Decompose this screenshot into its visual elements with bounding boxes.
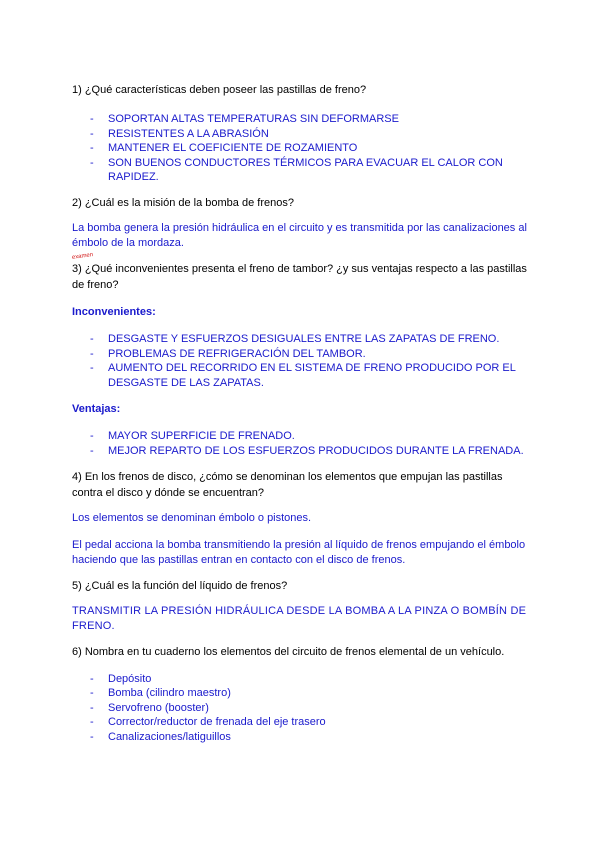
handwritten-note: examen — [71, 252, 94, 261]
list-item: - DESGASTE Y ESFUERZOS DESIGUALES ENTRE LAS ZAPATAS DE FRENO. — [90, 332, 500, 345]
list-item: - Depósito — [90, 672, 152, 685]
document-page — [72, 82, 532, 745]
list-item: - SOPORTAN ALTAS TEMPERATURAS SIN DEFORMARSE — [90, 113, 399, 125]
list-item: - MANTENER EL COEFICIENTE DE ROZAMIENTO — [90, 142, 358, 155]
q6-answer-list — [72, 672, 532, 745]
list-item: - RESISTENTES A LA ABRASIÓN — [90, 127, 269, 140]
inconvenientes-heading: Inconvenientes: — [72, 305, 156, 318]
q1-answer-list — [72, 112, 532, 185]
list-item: - SON BUENOS CONDUCTORES TÉRMICOS PARA EVACUAR EL CALOR CON RAPIDEZ. — [90, 156, 503, 184]
answer-4a: Los elementos se denominan émbolo o pistones. — [72, 511, 312, 524]
question-4: 4) En los frenos de disco, ¿cómo se denominan los elementos que empujan las pastillas contra el disco y dónde se encuentran? — [72, 470, 503, 499]
answer-4b: El pedal acciona la bomba transmitiendo la presión al líquido de frenos empujando el émbolo haciendo que las pastillas entran en contacto con el disco de frenos. — [72, 538, 526, 566]
answer-2: La bomba genera la presión hidráulica en el circuito y es transmitida por las canalizaciones al émbolo de la mordaza. — [72, 221, 527, 249]
list-item: - MAYOR SUPERFICIE DE FRENADO. — [90, 430, 295, 443]
list-item: - Servofreno (booster) — [90, 701, 209, 714]
list-item: - PROBLEMAS DE REFRIGERACIÓN DEL TAMBOR. — [90, 347, 366, 360]
question-3: 3) ¿Qué inconvenientes presenta el freno de tambor? ¿y sus ventajas respecto a las pastillas de freno? — [72, 262, 527, 291]
question-6: 6) Nombra en tu cuaderno los elementos del circuito de frenos elemental de un vehículo. — [72, 645, 505, 658]
list-item: - Canalizaciones/latiguillos — [90, 730, 231, 743]
ventajas-heading: Ventajas: — [72, 403, 121, 416]
list-item: - MEJOR REPARTO DE LOS ESFUERZOS PRODUCIDOS DURANTE LA FRENADA. — [90, 444, 524, 457]
list-item: - Bomba (cilindro maestro) — [90, 687, 231, 700]
question-1: 1) ¿Qué características deben poseer las pastillas de freno? — [72, 84, 367, 96]
question-5: 5) ¿Cuál es la función del líquido de frenos? — [72, 579, 288, 592]
question-2: 2) ¿Cuál es la misión de la bomba de frenos? — [72, 196, 294, 209]
answer-5: TRANSMITIR LA PRESIÓN HIDRÁULICA DESDE LA BOMBA A LA PINZA O BOMBÍN DE FRENO. — [72, 604, 527, 632]
list-item: - Corrector/reductor de frenada del eje trasero — [90, 716, 326, 729]
ventajas-list — [72, 429, 532, 458]
inconvenientes-list — [72, 332, 532, 390]
list-item: - AUMENTO DEL RECORRIDO EN EL SISTEMA DE FRENO PRODUCIDO POR EL DESGASTE DE LAS ZAPATAS. — [90, 362, 516, 389]
